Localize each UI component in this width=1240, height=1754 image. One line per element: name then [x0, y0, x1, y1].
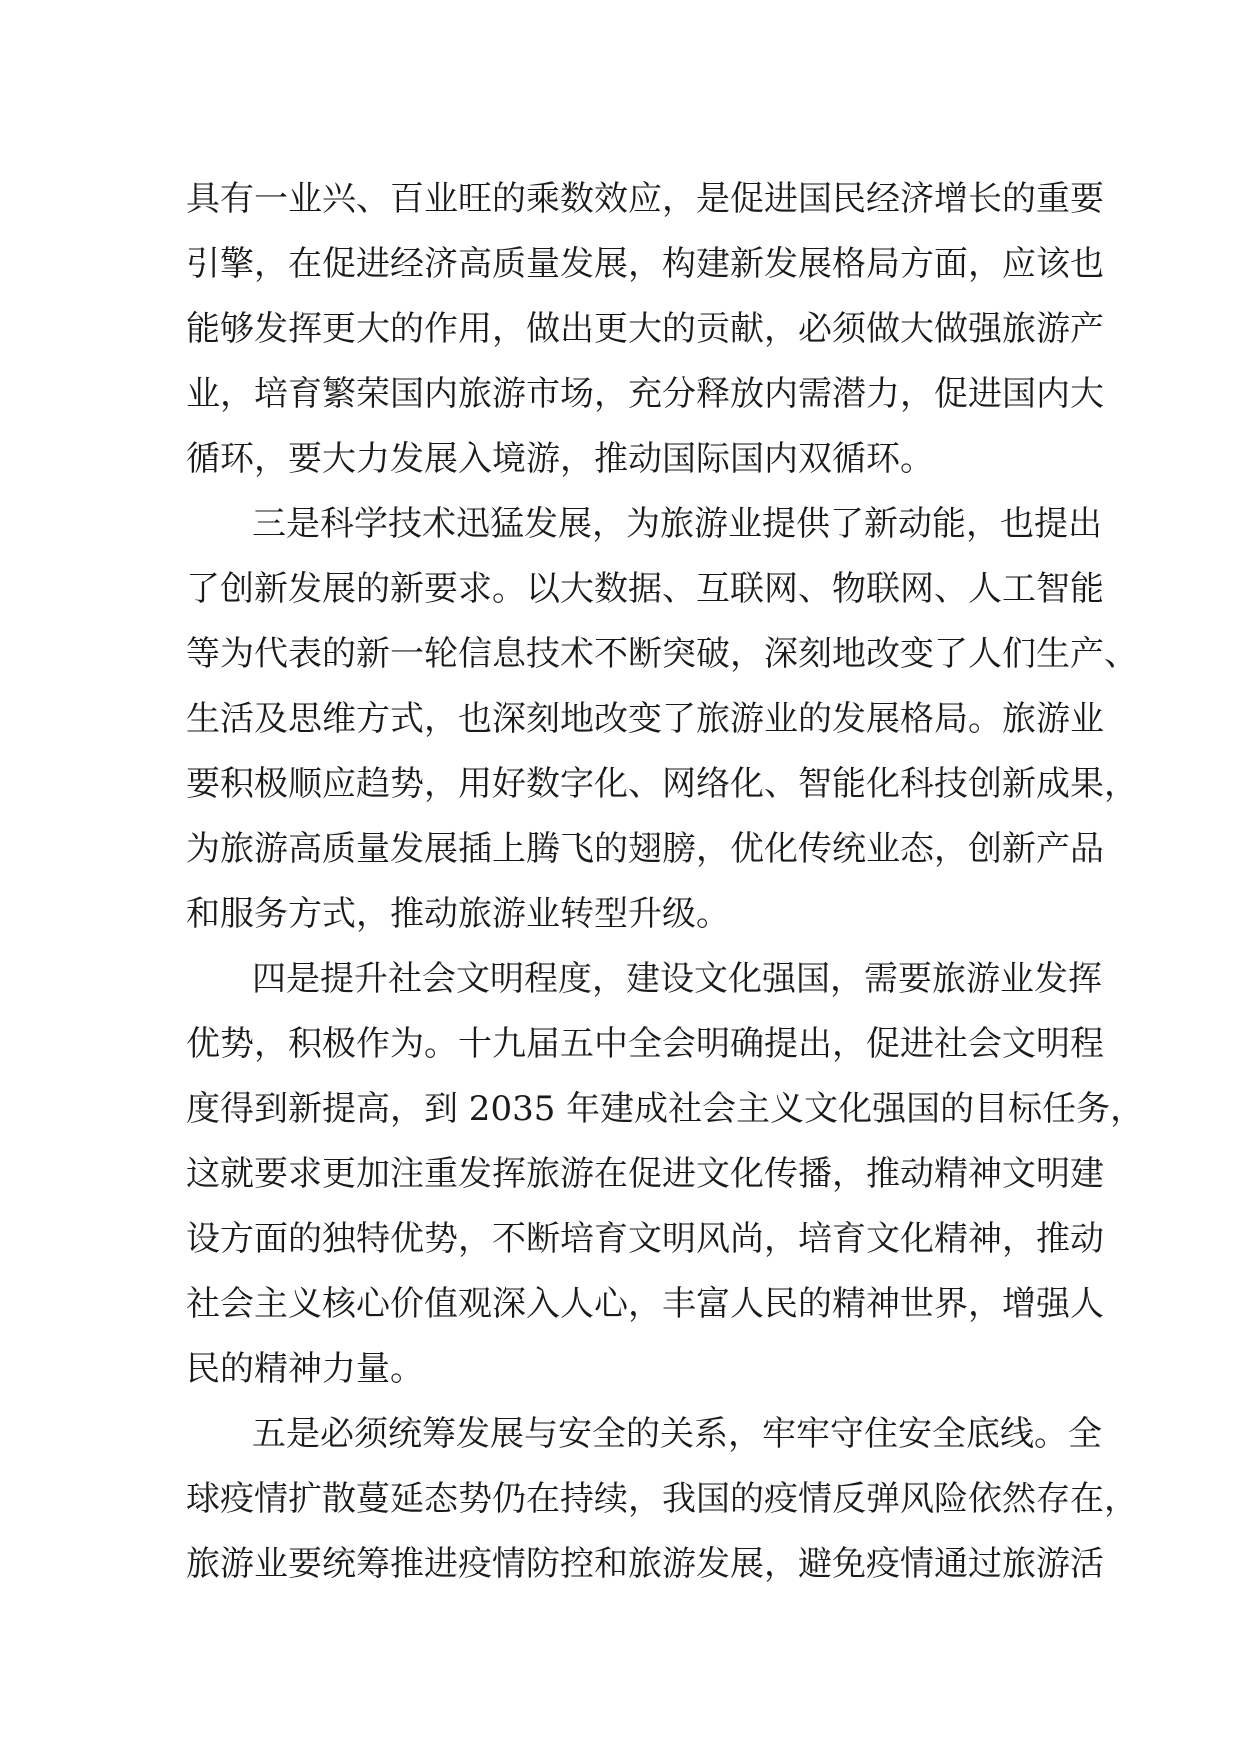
paragraph-start-line: 五是必须统筹发展与安全的关系，牢牢守住安全底线。全 [252, 1414, 1102, 1454]
paragraph-start-line: 四是提升社会文明程度，建设文化强国，需要旅游业发挥 [252, 959, 1102, 999]
body-text [186, 167, 1145, 1597]
text-line: 业，培育繁荣国内旅游市场，充分释放内需潜力，促进国内大 [186, 374, 1104, 414]
text-line: 等为代表的新一轮信息技术不断突破，深刻地改变了人们生产、 [186, 634, 1138, 674]
text-line: 社会主义核心价值观深入人心，丰富人民的精神世界，增强人 [186, 1284, 1104, 1324]
text-line: 具有一业兴、百业旺的乘数效应，是促进国民经济增长的重要 [186, 179, 1104, 219]
text-line: 度得到新提高，到 2035 年建成社会主义文化强国的目标任务， [186, 1089, 1145, 1129]
text-line: 和服务方式，推动旅游业转型升级。 [186, 894, 730, 934]
paragraph-start-line: 三是科学技术迅猛发展，为旅游业提供了新动能，也提出 [252, 504, 1102, 544]
text-line: 引擎，在促进经济高质量发展，构建新发展格局方面，应该也 [186, 244, 1104, 284]
text-line: 为旅游高质量发展插上腾飞的翅膀，优化传统业态，创新产品 [186, 829, 1104, 869]
text-line: 循环，要大力发展入境游，推动国际国内双循环。 [186, 439, 934, 479]
text-line: 球疫情扩散蔓延态势仍在持续，我国的疫情反弹风险依然存在， [186, 1479, 1138, 1519]
text-line: 生活及思维方式，也深刻地改变了旅游业的发展格局。旅游业 [186, 699, 1104, 739]
text-line: 设方面的独特优势，不断培育文明风尚，培育文化精神，推动 [186, 1219, 1104, 1259]
text-line: 这就要求更加注重发挥旅游在促进文化传播，推动精神文明建 [186, 1154, 1104, 1194]
text-line: 能够发挥更大的作用，做出更大的贡献，必须做大做强旅游产 [186, 309, 1104, 349]
text-line: 优势，积极作为。十九届五中全会明确提出，促进社会文明程 [186, 1024, 1104, 1064]
text-line: 旅游业要统筹推进疫情防控和旅游发展，避免疫情通过旅游活 [186, 1544, 1104, 1584]
text-line: 了创新发展的新要求。以大数据、互联网、物联网、人工智能 [186, 569, 1104, 609]
text-line: 要积极顺应趋势，用好数字化、网络化、智能化科技创新成果， [186, 764, 1138, 804]
text-line: 民的精神力量。 [186, 1349, 424, 1389]
